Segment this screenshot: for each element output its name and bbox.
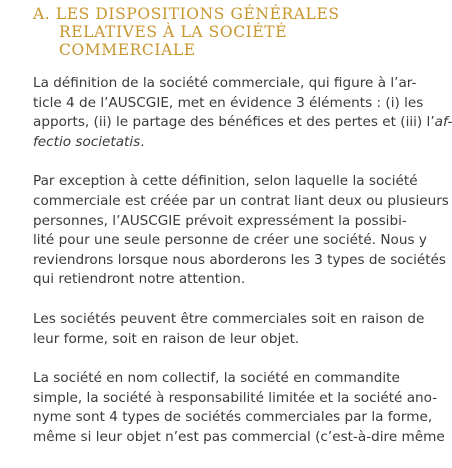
text-line: La société en nom collectif, la société en commandite: [33, 370, 400, 387]
text-line: La définition de la société commerciale, qui figure à l’ar-: [33, 75, 417, 91]
text-line: fectio societatis.: [33, 133, 145, 150]
text-line: ticle 4 de l’AUSCGIE, met en évidence 3 éléments : (i) les: [33, 94, 424, 111]
text-line: même si leur objet n’est pas commercial (c’est-à-dire même: [33, 428, 445, 445]
text-line: commerciale est créée par un contrat liant deux ou plusieurs: [33, 192, 449, 209]
text-line: simple, la société à responsabilité limitée et la société ano-: [33, 389, 438, 406]
paragraph-exception: [33, 172, 449, 290]
text-line: qui retiendront notre attention.: [33, 271, 246, 288]
text-line: Par exception à cette définition, selon laquelle la société: [33, 173, 418, 190]
body-text: [33, 74, 452, 468]
italic-term: fectio societatis: [33, 133, 141, 150]
text-line: nyme sont 4 types de sociétés commerciales par la forme,: [33, 409, 433, 426]
text-line: lité pour une seule personne de créer une société. Nous y: [33, 232, 427, 249]
text-line: [33, 113, 452, 133]
italic-term: af-: [434, 114, 452, 131]
text-line: Les sociétés peuvent être commerciales soit en raison de: [33, 310, 425, 327]
paragraph-types: [33, 369, 445, 447]
text-segment: apports, (ii) le partage des bénéfices et des pertes et (iii) l’: [33, 114, 435, 131]
heading-line-3: COMMERCIALE: [59, 41, 196, 59]
paragraph-forme-objet: [33, 310, 425, 349]
heading-line-2: RELATIVES À LA SOCIÉTÉ: [59, 23, 288, 41]
text-line: leur forme, soit en raison de leur objet.: [33, 330, 300, 347]
text-line: reviendrons lorsque nous aborderons les 3 types de sociétés: [33, 251, 446, 268]
text-line: personnes, l’AUSCGIE prévoit expressément la possibi-: [33, 212, 407, 229]
heading-line-1: A. LES DISPOSITIONS GÉNÉRALES: [33, 5, 340, 23]
section-heading: [33, 5, 373, 59]
paragraph-definition: [33, 74, 452, 152]
